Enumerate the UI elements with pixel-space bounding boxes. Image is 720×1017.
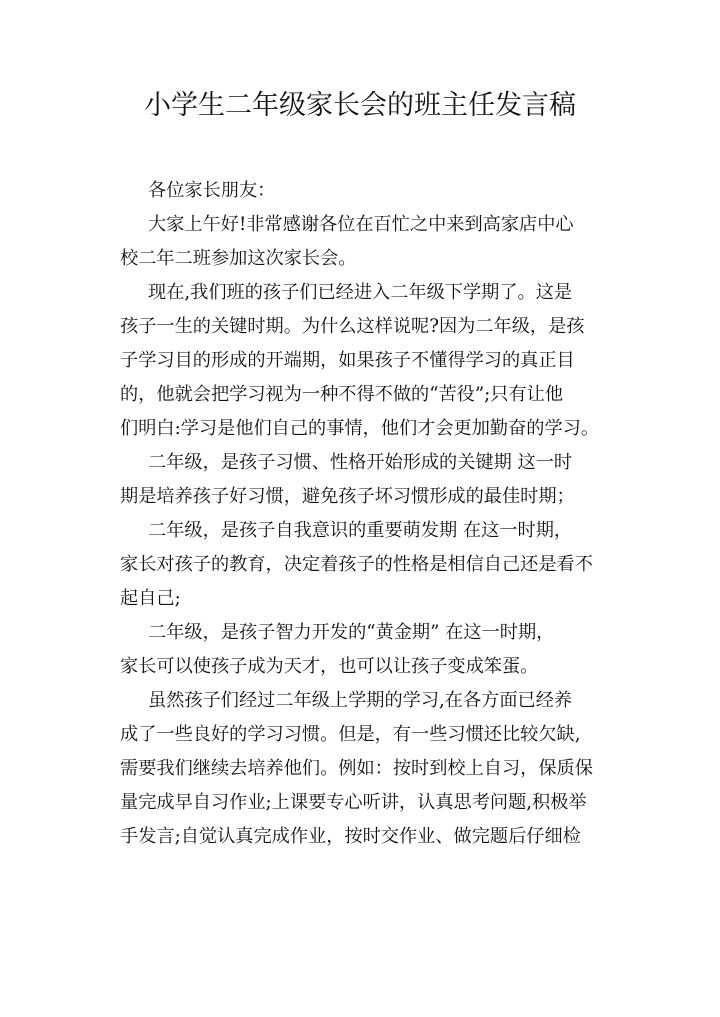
paragraph (120, 514, 616, 616)
paragraph-line: 起自己; (120, 588, 181, 609)
paragraph-line: 手发言;自觉认真完成作业，按时交作业、做完题后仔细检 (120, 826, 581, 847)
paragraph-line: 虽然孩子们经过二年级上学期的学习,在各方面已经养 (148, 690, 573, 711)
document-body (120, 174, 616, 854)
paragraph (120, 276, 616, 446)
paragraph-line: 成了一些良好的学习习惯。但是，有一些习惯还比较欠缺, (120, 724, 581, 745)
paragraph-line: 子学习目的形成的开端期，如果孩子不懂得学习的真正目 (120, 350, 575, 371)
paragraph-line: 们明白:学习是他们自己的事情，他们才会更加勤奋的学习。 (120, 418, 600, 439)
paragraph-line: 量完成早自习作业;上课要专心听讲，认真思考问题,积极举 (120, 792, 587, 813)
paragraph-line: 期是培养孩子好习惯，避免孩子坏习惯形成的最佳时期； (120, 486, 575, 507)
salutation: 各位家长朋友： (148, 180, 276, 201)
paragraph-line: 家长可以使孩子成为天才，也可以让孩子变成笨蛋。 (120, 656, 539, 677)
paragraph-line: 孩子一生的关键时期。为什么这样说呢?因为二年级，是孩 (120, 316, 585, 337)
paragraph-line: 需要我们继续去培养他们。例如：按时到校上自习，保质保 (120, 758, 593, 779)
document-title: 小学生二年级家长会的班主任发言稿 (144, 90, 576, 121)
paragraph-line: 现在,我们班的孩子们已经进入二年级下学期了。这是 (148, 282, 573, 303)
paragraph-line: 的，他就会把学习视为一种不得不做的“苦役”;只有让他 (120, 384, 564, 405)
paragraph-line: 二年级，是孩子自我意识的重要萌发期 在这一时期， (148, 520, 573, 541)
paragraph-line: 校二年二班参加这次家长会。 (120, 248, 357, 269)
paragraph (120, 446, 616, 514)
paragraph-line: 大家上午好!非常感谢各位在百忙之中来到高家店中心 (148, 214, 574, 235)
paragraph-line: 二年级，是孩子习惯、性格开始形成的关键期 这一时 (148, 452, 573, 473)
paragraph (120, 616, 616, 684)
paragraph (120, 684, 616, 854)
paragraph-line: 家长对孩子的教育，决定着孩子的性格是相信自己还是看不 (120, 554, 593, 575)
paragraph-line: 二年级，是孩子智力开发的“黄金期” 在这一时期， (148, 622, 555, 643)
paragraph (120, 208, 616, 276)
